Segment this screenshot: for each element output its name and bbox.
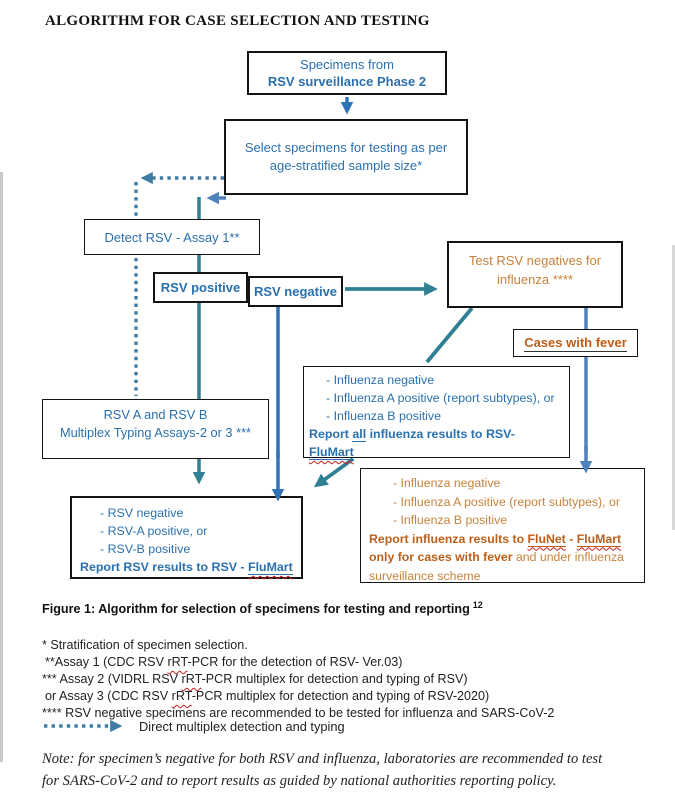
flumart-link: FluMart <box>576 531 622 546</box>
footnote-text: **Assay 1 (CDC RSV <box>45 655 168 669</box>
footnote-text: or Assay 3 (CDC RSV <box>45 689 172 703</box>
page-title: ALGORITHM FOR CASE SELECTION AND TESTING <box>45 13 430 29</box>
report-line <box>304 443 569 461</box>
box-select-line1: Select specimens for testing as per <box>244 140 448 155</box>
report-text: influenza results to RSV- <box>366 427 515 441</box>
report-text: and under influenza <box>512 550 624 564</box>
note-text <box>42 749 642 792</box>
box-specimens <box>247 51 447 95</box>
list-item: - Influenza A positive (report subtypes), or <box>326 391 555 405</box>
box-specimens-line1: Specimens from <box>300 56 394 72</box>
misspelled-word: rRT <box>167 655 188 669</box>
report-text: only for cases with fever <box>369 550 513 564</box>
box-influenza-report-orange <box>360 468 645 583</box>
report-line <box>72 558 301 576</box>
box-cases-with-fever-label: Cases with fever <box>524 334 627 350</box>
misspelled-word: rRT <box>171 689 192 703</box>
list-item: - Influenza A positive (report subtypes), or <box>393 494 620 509</box>
report-line <box>361 548 644 567</box>
footnote-line <box>42 671 554 688</box>
footnote-text: -PCR multiplex for detection and typing of RSV) <box>201 672 468 686</box>
footnote-line <box>42 654 554 671</box>
list-item: - Influenza B positive <box>326 409 442 423</box>
flumart-link: FluMart <box>248 560 293 574</box>
box-rsv-positive <box>153 272 248 303</box>
box-select-line2: age-stratified sample size* <box>269 158 423 173</box>
report-text: Report influenza results to <box>369 531 528 546</box>
list-item: - Influenza negative <box>393 476 501 490</box>
flunet-link: FluNet <box>527 531 566 546</box>
list-item: - Influenza negative <box>326 373 435 387</box>
underlined-word: all <box>352 427 367 441</box>
report-text: - <box>565 531 577 546</box>
box-rsv-ab-line1: RSV A and RSV B <box>103 407 208 422</box>
box-rsv-ab-typing <box>42 399 269 459</box>
diagonal-test-to-bluebox <box>427 308 472 362</box>
box-detect-label: Detect RSV - Assay 1** <box>104 229 240 245</box>
diagonal-bluebox-to-results <box>317 459 353 485</box>
box-rsv-positive-label: RSV positive <box>160 280 241 295</box>
box-influenza-report-blue <box>303 366 570 458</box>
list-item: - Influenza B positive <box>393 513 508 527</box>
report-text: Report RSV results to RSV - <box>80 560 248 574</box>
box-rsv-negative <box>248 276 343 307</box>
box-rsv-results <box>70 496 303 579</box>
footnote-line <box>42 637 554 654</box>
footnotes <box>42 637 554 722</box>
note-line: for SARS-CoV-2 and to report results as guided by national authorities reporting policy. <box>42 772 557 789</box>
box-test-line1: Test RSV negatives for <box>468 253 602 268</box>
report-line: surveillance scheme <box>369 568 481 583</box>
box-cases-with-fever <box>513 329 638 357</box>
list-item: - RSV negative <box>100 506 184 520</box>
footnote-text: -PCR multiplex for detection and typing of RSV-2020) <box>191 689 490 703</box>
box-specimens-line2: RSV surveillance Phase 2 <box>267 74 427 89</box>
report-text: Report <box>309 427 353 441</box>
misspelled-word: rRT <box>181 672 202 686</box>
scan-edge-left <box>0 172 3 762</box>
flumart-link: FluMart <box>309 445 354 459</box>
box-select-specimens <box>224 119 468 195</box>
box-rsv-negative-label: RSV negative <box>253 284 338 299</box>
footnote-text: * Stratification of specimen selection. <box>42 638 248 652</box>
report-line <box>304 425 569 443</box>
footnote-text: -PCR for the detection of RSV- Ver.03) <box>187 655 403 669</box>
box-rsv-ab-line2: Multiplex Typing Assays-2 or 3 *** <box>59 425 252 440</box>
footnote-line <box>42 688 554 705</box>
note-line: Note: for specimen’s negative for both RSV and influenza, laboratories are recommended to test <box>42 751 603 767</box>
box-test-rsv-negatives <box>447 241 623 308</box>
legend-label: Direct multiplex detection and typing <box>139 719 345 734</box>
box-test-line2: influenza **** <box>497 272 573 287</box>
list-item: - RSV-A positive, or <box>100 524 208 538</box>
box-detect-rsv <box>84 219 260 255</box>
figure-caption <box>42 600 483 616</box>
footnote-text: *** Assay 2 (VIDRL RSV <box>42 672 182 686</box>
caption-superscript: 12 <box>472 600 483 610</box>
footnote-text: **** RSV negative specimens are recommended to be tested for influenza and SARS-CoV-2 <box>42 706 555 720</box>
report-line <box>361 530 644 549</box>
figure-caption-text: Figure 1: Algorithm for selection of specimens for testing and reporting <box>42 602 470 617</box>
list-item: - RSV-B positive <box>100 542 191 556</box>
